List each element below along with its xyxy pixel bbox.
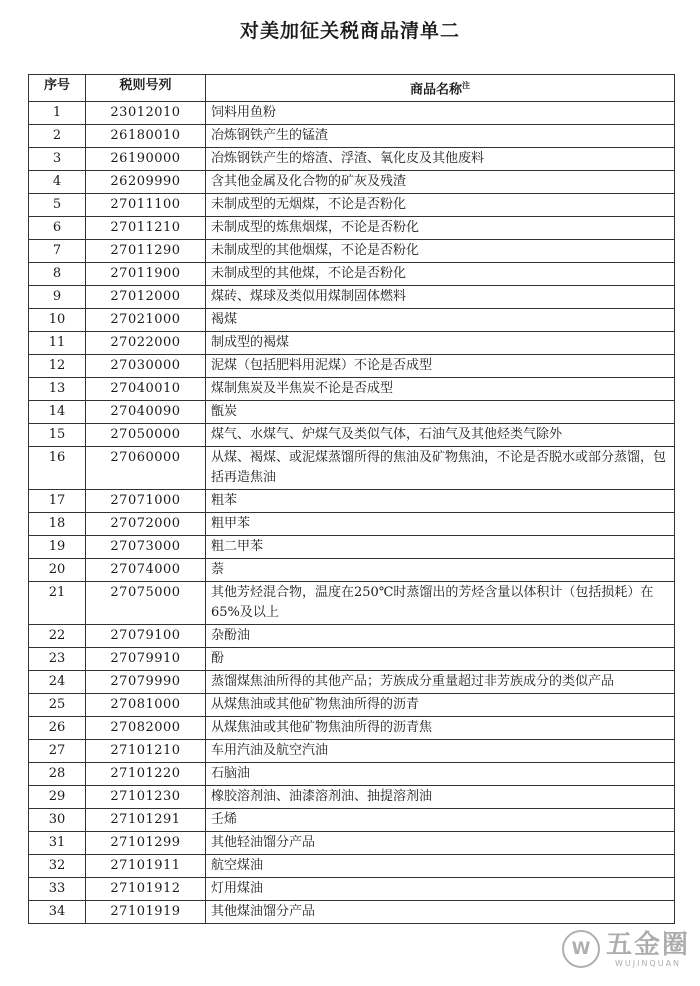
row-name: 煤气、水煤气、炉煤气及类似气体，石油气及其他烃类气除外	[206, 424, 675, 447]
row-code: 27079910	[86, 648, 206, 671]
table-row	[29, 786, 675, 809]
table-row	[29, 536, 675, 559]
table-row	[29, 401, 675, 424]
row-seq: 5	[29, 194, 86, 217]
table-row	[29, 309, 675, 332]
row-code: 27101230	[86, 786, 206, 809]
row-seq: 8	[29, 263, 86, 286]
row-seq: 6	[29, 217, 86, 240]
row-name: 制成型的褐煤	[206, 332, 675, 355]
row-code: 27072000	[86, 513, 206, 536]
header-name-label: 商品名称	[409, 82, 462, 98]
row-name: 粗甲苯	[206, 513, 675, 536]
table-row	[29, 855, 675, 878]
watermark-symbol: W	[562, 930, 600, 968]
row-name: 壬烯	[206, 809, 675, 832]
row-seq: 34	[29, 901, 86, 924]
table-row	[29, 648, 675, 671]
row-seq: 10	[29, 309, 86, 332]
table-row	[29, 694, 675, 717]
row-name: 未制成型的无烟煤，不论是否粉化	[206, 194, 675, 217]
table-row	[29, 263, 675, 286]
row-code: 27060000	[86, 447, 206, 490]
table-row	[29, 832, 675, 855]
watermark-logo	[562, 930, 690, 968]
row-code: 27012000	[86, 286, 206, 309]
table-row	[29, 125, 675, 148]
row-code: 27011210	[86, 217, 206, 240]
row-name: 萘	[206, 559, 675, 582]
table-row	[29, 717, 675, 740]
table-row	[29, 148, 675, 171]
row-code: 26180010	[86, 125, 206, 148]
row-name: 煤制焦炭及半焦炭不论是否成型	[206, 378, 675, 401]
row-code: 27101220	[86, 763, 206, 786]
row-seq: 31	[29, 832, 86, 855]
row-code: 27073000	[86, 536, 206, 559]
table-row	[29, 355, 675, 378]
row-code: 27071000	[86, 490, 206, 513]
table-row	[29, 332, 675, 355]
row-seq: 12	[29, 355, 86, 378]
row-seq: 30	[29, 809, 86, 832]
row-code: 27074000	[86, 559, 206, 582]
row-seq: 11	[29, 332, 86, 355]
table-row	[29, 217, 675, 240]
row-name: 冶炼钢铁产生的锰渣	[206, 125, 675, 148]
table-row	[29, 763, 675, 786]
table-row	[29, 424, 675, 447]
row-seq: 2	[29, 125, 86, 148]
row-seq: 33	[29, 878, 86, 901]
row-seq: 14	[29, 401, 86, 424]
table-row	[29, 809, 675, 832]
row-code: 27082000	[86, 717, 206, 740]
table-row	[29, 878, 675, 901]
row-code: 27101912	[86, 878, 206, 901]
header-seq: 序号	[29, 75, 86, 102]
row-name: 粗二甲苯	[206, 536, 675, 559]
row-code: 27079990	[86, 671, 206, 694]
row-code: 27040010	[86, 378, 206, 401]
row-code: 27101291	[86, 809, 206, 832]
row-name: 橡胶溶剂油、油漆溶剂油、抽提溶剂油	[206, 786, 675, 809]
row-seq: 18	[29, 513, 86, 536]
row-code: 27022000	[86, 332, 206, 355]
row-seq: 9	[29, 286, 86, 309]
row-code: 27011290	[86, 240, 206, 263]
row-seq: 29	[29, 786, 86, 809]
row-name: 酚	[206, 648, 675, 671]
row-name: 灯用煤油	[206, 878, 675, 901]
row-code: 27081000	[86, 694, 206, 717]
row-code: 27011100	[86, 194, 206, 217]
header-code: 税则号列	[86, 75, 206, 102]
row-seq: 21	[29, 582, 86, 625]
table-row	[29, 559, 675, 582]
row-name: 其他煤油馏分产品	[206, 901, 675, 924]
row-name: 从煤焦油或其他矿物焦油所得的沥青焦	[206, 717, 675, 740]
row-seq: 23	[29, 648, 86, 671]
row-seq: 20	[29, 559, 86, 582]
row-name: 其他芳烃混合物，温度在250℃时蒸馏出的芳烃含量以体积计（包括损耗）在65%及以上	[206, 582, 675, 625]
row-seq: 7	[29, 240, 86, 263]
row-code: 26209990	[86, 171, 206, 194]
row-name: 航空煤油	[206, 855, 675, 878]
row-name: 从煤焦油或其他矿物焦油所得的沥青	[206, 694, 675, 717]
row-seq: 24	[29, 671, 86, 694]
table-row	[29, 286, 675, 309]
row-name: 含其他金属及化合物的矿灰及残渣	[206, 171, 675, 194]
row-code: 27075000	[86, 582, 206, 625]
row-name: 未制成型的其他煤，不论是否粉化	[206, 263, 675, 286]
row-code: 27101210	[86, 740, 206, 763]
table-row	[29, 194, 675, 217]
header-name	[206, 75, 675, 102]
row-seq: 26	[29, 717, 86, 740]
row-name: 粗苯	[206, 490, 675, 513]
table-row	[29, 447, 675, 490]
watermark-cn: 五金圈	[605, 929, 690, 960]
tariff-goods-table	[28, 74, 675, 924]
table-row	[29, 102, 675, 125]
row-seq: 22	[29, 625, 86, 648]
row-name: 其他轻油馏分产品	[206, 832, 675, 855]
table-header-row	[29, 75, 675, 102]
row-name: 蒸馏煤焦油所得的其他产品；芳族成分重量超过非芳族成分的类似产品	[206, 671, 675, 694]
row-name: 饲料用鱼粉	[206, 102, 675, 125]
row-code: 27101299	[86, 832, 206, 855]
table-row	[29, 582, 675, 625]
row-seq: 15	[29, 424, 86, 447]
row-code: 27050000	[86, 424, 206, 447]
row-code: 27021000	[86, 309, 206, 332]
row-seq: 27	[29, 740, 86, 763]
row-seq: 13	[29, 378, 86, 401]
table-row	[29, 740, 675, 763]
row-code: 26190000	[86, 148, 206, 171]
row-name: 从煤、褐煤、或泥煤蒸馏所得的焦油及矿物焦油，不论是否脱水或部分蒸馏，包括再造焦油	[206, 447, 675, 490]
row-seq: 17	[29, 490, 86, 513]
row-seq: 3	[29, 148, 86, 171]
row-seq: 19	[29, 536, 86, 559]
table-row	[29, 671, 675, 694]
row-name: 甑炭	[206, 401, 675, 424]
row-name: 褐煤	[206, 309, 675, 332]
row-seq: 4	[29, 171, 86, 194]
table-row	[29, 378, 675, 401]
row-name: 冶炼钢铁产生的熔渣、浮渣、氧化皮及其他废料	[206, 148, 675, 171]
row-seq: 32	[29, 855, 86, 878]
table-row	[29, 171, 675, 194]
table-row	[29, 901, 675, 924]
row-name: 石脑油	[206, 763, 675, 786]
watermark-en: WUJINQUAN	[614, 958, 682, 968]
row-code: 23012010	[86, 102, 206, 125]
table-row	[29, 490, 675, 513]
row-code: 27079100	[86, 625, 206, 648]
row-seq: 25	[29, 694, 86, 717]
table-row	[29, 240, 675, 263]
row-code: 27011900	[86, 263, 206, 286]
row-code: 27101919	[86, 901, 206, 924]
page-title: 对美加征关税商品清单二	[239, 20, 460, 42]
row-seq: 1	[29, 102, 86, 125]
row-name: 泥煤（包括肥料用泥煤）不论是否成型	[206, 355, 675, 378]
row-name: 未制成型的炼焦烟煤，不论是否粉化	[206, 217, 675, 240]
row-name: 煤砖、煤球及类似用煤制固体燃料	[206, 286, 675, 309]
table-row	[29, 625, 675, 648]
row-code: 27030000	[86, 355, 206, 378]
row-seq: 16	[29, 447, 86, 490]
row-code: 27040090	[86, 401, 206, 424]
row-name: 车用汽油及航空汽油	[206, 740, 675, 763]
row-name: 杂酚油	[206, 625, 675, 648]
row-code: 27101911	[86, 855, 206, 878]
row-name: 未制成型的其他烟煤，不论是否粉化	[206, 240, 675, 263]
row-seq: 28	[29, 763, 86, 786]
header-name-note: 注	[462, 81, 470, 90]
table-row	[29, 513, 675, 536]
